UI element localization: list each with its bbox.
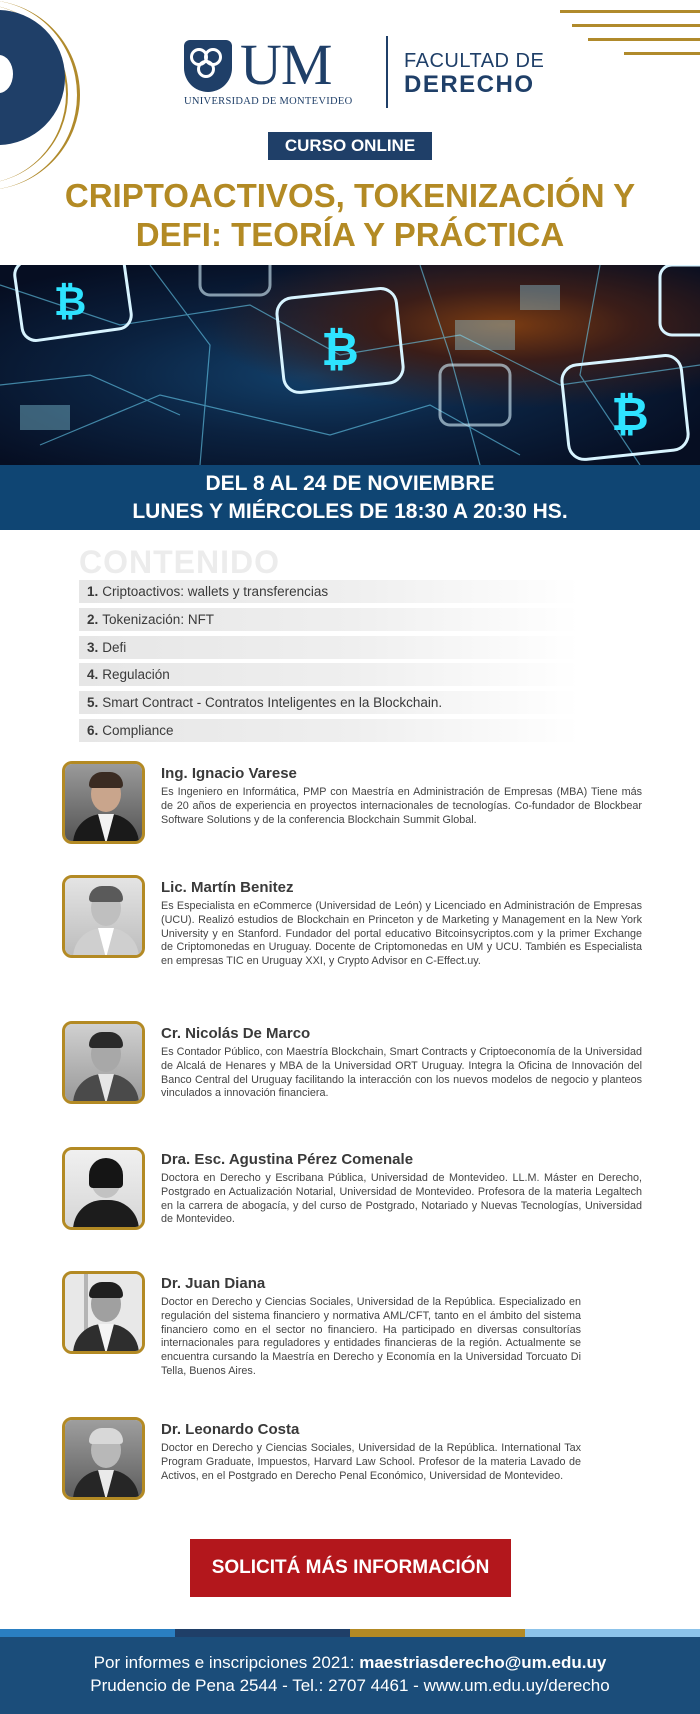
speaker-photo xyxy=(62,1271,145,1354)
logo-divider xyxy=(386,36,388,108)
footer-contact-line xyxy=(0,1651,700,1674)
content-item-number: 1. xyxy=(87,584,99,599)
logo-subtext: UNIVERSIDAD DE MONTEVIDEO xyxy=(184,96,353,107)
speaker-name: Ing. Ignacio Varese xyxy=(161,765,297,782)
content-item-text: Criptoactivos: wallets y transferencias xyxy=(102,584,329,599)
seal-icon xyxy=(184,40,232,92)
speaker-name: Cr. Nicolás De Marco xyxy=(161,1025,311,1042)
content-item-number: 2. xyxy=(87,611,99,627)
speaker-photo xyxy=(62,1417,145,1500)
content-item xyxy=(79,608,579,631)
speaker-bio: Doctora en Derecho y Escribana Pública, Universidad de Montevideo. LL.M. Máster en Derecho, Postgrado en Actualización Notarial, Universidad de Montevideo. Profesora de la materia Legaltech en la carrera de abogacía, y del curso de Postgrado, Notariado y Nuevas Tecnologías, Universidad de Montevideo. xyxy=(161,1172,642,1226)
content-item-text: Defi xyxy=(102,639,127,655)
schedule-hours: LUNES Y MIÉRCOLES DE 18:30 A 20:30 HS. xyxy=(132,500,568,523)
speaker-name: Dra. Esc. Agustina Pérez Comenale xyxy=(161,1151,414,1168)
content-item xyxy=(79,719,579,742)
header xyxy=(0,0,700,260)
speaker-photo xyxy=(62,761,145,844)
content-item-number: 4. xyxy=(87,667,99,683)
faculty-line-1: FACULTAD DE xyxy=(404,50,545,72)
footer-prefix: Por informes e inscripciones 2021: xyxy=(93,1653,360,1672)
content-item-text: Tokenización: NFT xyxy=(102,611,215,627)
footer-address-line: Prudencio de Pena 2544 - Tel.: 2707 4461 - www.um.edu.uy/derecho xyxy=(90,1676,610,1695)
speaker-bio: Doctor en Derecho y Ciencias Sociales, Universidad de la República. International Tax Program Graduate, Impuestos, Harvard Law School. Profesor de la materia Lavado de Activos, en el Postgrado en Derecho Penal Económico, Universidad de Montevideo. xyxy=(161,1442,581,1482)
faculty-name xyxy=(404,50,544,98)
hero-image xyxy=(0,265,700,465)
contact-email-link[interactable]: maestriasderecho@um.edu.uy xyxy=(359,1653,607,1672)
content-item xyxy=(79,663,579,686)
speaker-bio: Es Contador Público, con Maestría Blockchain, Smart Contracts y Criptoeconomía de la Universidad de Alcalá de Henares y MBA de la Universidad ORT Uruguay. Integra la Oficina de Innovación del Banco Central del Uruguay facilitando la interacción con los nuevos modelos de negocio y planteos vinculados a innovación financiera. xyxy=(161,1046,642,1100)
faculty-line-2: DERECHO xyxy=(404,71,535,98)
content-list xyxy=(79,580,579,747)
speaker-name: Dr. Leonardo Costa xyxy=(161,1421,300,1438)
speaker-photo xyxy=(62,1021,145,1104)
blockchain-illustration xyxy=(0,265,700,465)
content-item xyxy=(79,636,579,659)
speaker-bio: Es Especialista en eCommerce (Universidad de León) y Licenciado en Administración de Empresas (UCU). Realizó estudios de Blockchain en Princeton y de Marketing y Management en la New York University y en Stanford. Fundador del portal educativo Bitcoinsycriptos.com y la primer Exchange de Criptomonedas en Uruguay. Docente de Criptomonedas en UM y UCU. También es Especialista en empresas TIC en Uruguay XXI, y Crypto Advisor en C-Effect.uy. xyxy=(161,900,642,968)
course-title xyxy=(0,176,700,254)
content-item-text: Regulación xyxy=(102,667,170,683)
logo-text: UM xyxy=(240,32,332,97)
content-item-number: 5. xyxy=(87,695,99,711)
speaker-name: Dr. Juan Diana xyxy=(161,1275,266,1292)
course-title-line-2: DEFI: TEORÍA Y PRÁCTICA xyxy=(135,216,565,253)
content-item-text: Smart Contract - Contratos Inteligentes en la Blockchain. xyxy=(102,695,443,711)
footer xyxy=(0,1637,700,1714)
content-item-text: Compliance xyxy=(102,722,174,738)
course-badge: CURSO ONLINE xyxy=(268,132,432,160)
content-item-number: 6. xyxy=(87,722,99,738)
request-info-button[interactable]: SOLICITÁ MÁS INFORMACIÓN xyxy=(190,1539,511,1597)
content-item xyxy=(79,691,579,714)
schedule-banner xyxy=(0,465,700,530)
schedule-dates: DEL 8 AL 24 DE NOVIEMBRE xyxy=(205,472,495,495)
content-item xyxy=(79,580,579,603)
content-item-number: 3. xyxy=(87,639,99,655)
speaker-bio: Doctor en Derecho y Ciencias Sociales, Universidad de la República. Especializado en regulación del sistema financiero y normativa AML/CFT, tanto en el ámbito del sistema financiero como en el sector no financiero. Ha participado en diversas consultorías internacionales para reguladores y entidades financieras de la región. Actualmente se encuentra cursando la Maestría en Derecho y Economía en la Universidad Torcuato Di Tella, Buenos Aires. xyxy=(161,1296,581,1377)
svg-text:₿: ₿ xyxy=(611,387,649,441)
svg-text:₿: ₿ xyxy=(321,322,359,376)
svg-text:₿: ₿ xyxy=(53,279,87,325)
university-logo[interactable] xyxy=(184,32,353,107)
speaker-bio: Es Ingeniero en Informática, PMP con Maestría en Administración de Empresas (MBA) Tiene más de 20 años de experiencia en proyectos internacionales de tecnologías. Co-fundador de Blockbear Software Solutions y de la conferencia Blockchain Summit Global. xyxy=(161,786,642,826)
footer-color-strip xyxy=(0,1629,700,1637)
course-title-line-1: CRIPTOACTIVOS, TOKENIZACIÓN Y xyxy=(64,177,636,214)
content-heading: CONTENIDO xyxy=(79,544,280,580)
decorative-lines xyxy=(560,10,700,66)
speaker-photo xyxy=(62,875,145,958)
speaker-photo xyxy=(62,1147,145,1230)
speaker-name: Lic. Martín Benitez xyxy=(161,879,294,896)
